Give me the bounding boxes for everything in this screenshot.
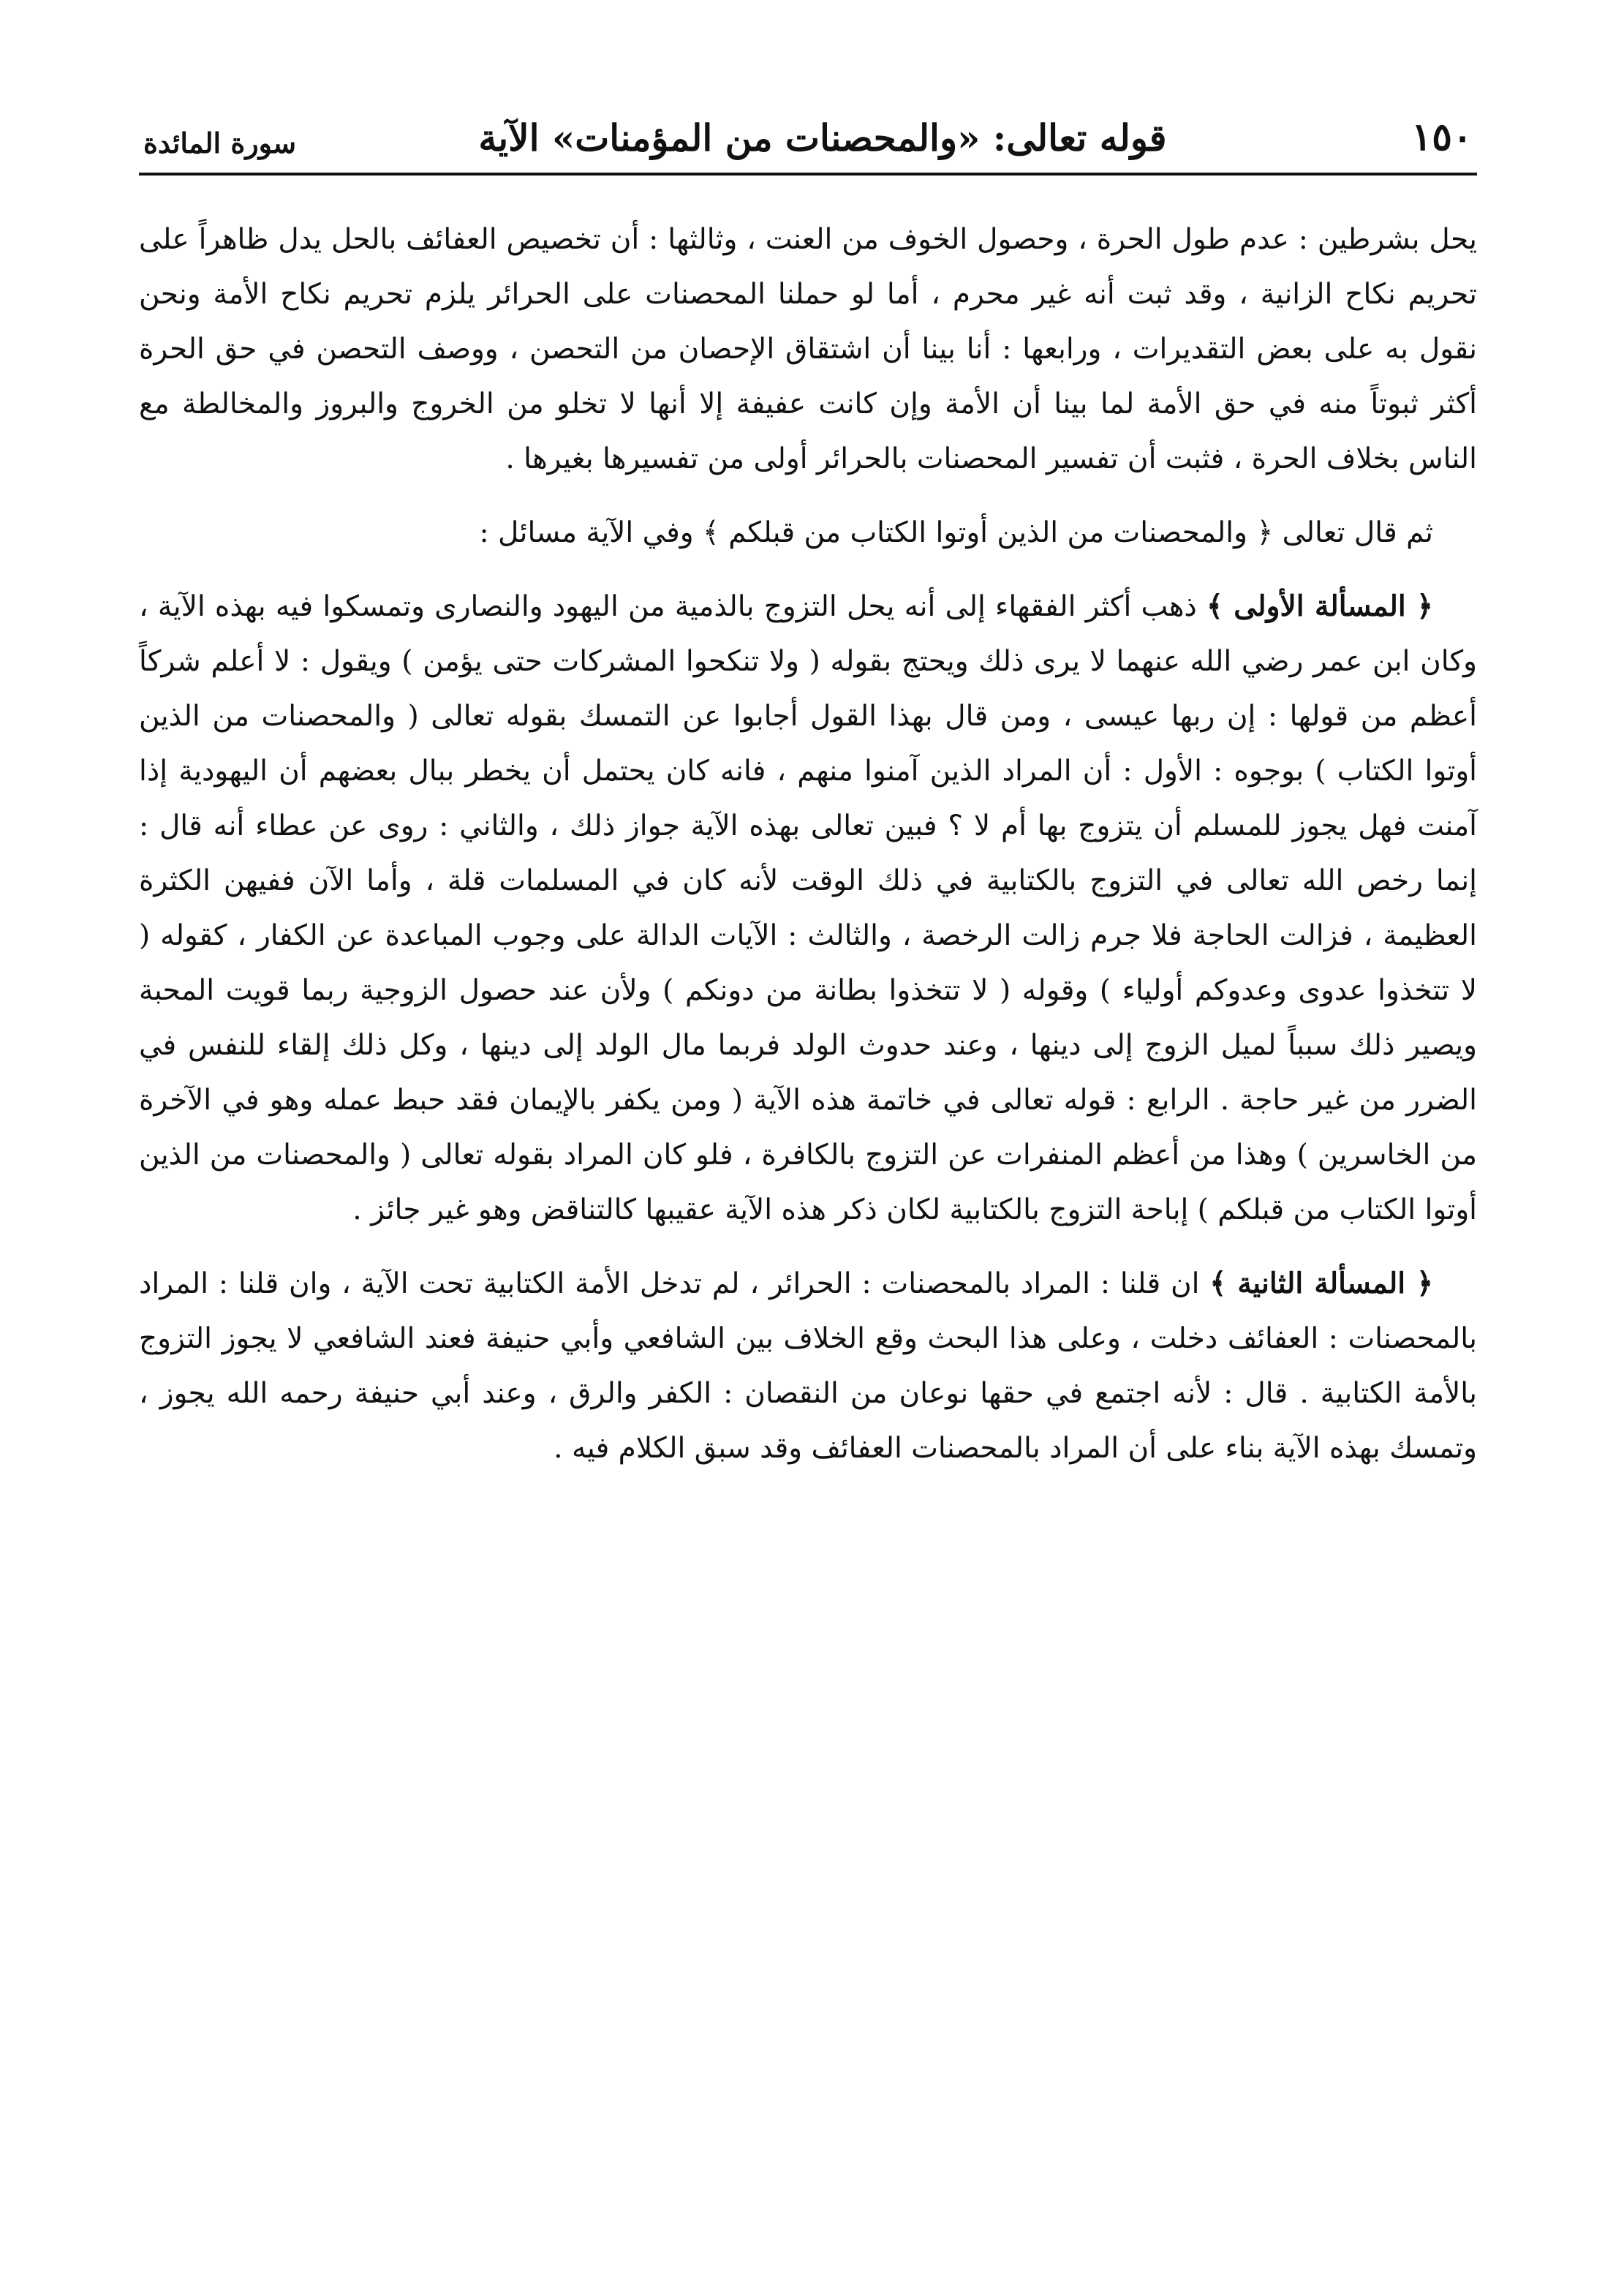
paragraph-1-text: يحل بشرطين : عدم طول الحرة ، وحصول الخوف من العنت ، وثالثها : أن تخصيص العفائف بالحل يدل ظاهراً على تحريم نكاح الزانية ، وقد ثبت أنه غير محرم ، أما لو حملنا المحصنات على الحرائر يلزم تحريم نكاح الأمة ونحن نقول به على بعض التقديرات ، ورابعها : أنا بينا أن اشتقاق الإحصان من التحصن ، ووصف التحصن في حق الحرة أكثر ثبوتاً منه في حق الأمة لما بينا أن الأمة وإن كانت عفيفة إلا أنها لا تخلو من الخروج والبروز والمخالطة مع الناس بخلاف الحرة ، فثبت أن تفسير المحصنات بالحرائر أولى من تفسيرها بغيرها . — [139, 223, 1477, 475]
paragraph-gap — [139, 486, 1477, 505]
paragraph-3-text: ذهب أكثر الفقهاء إلى أنه يحل التزوج بالذمية من اليهود والنصارى وتمسكوا فيه بهذه الآية ، وكان ابن عمر رضي الله عنهما لا يرى ذلك ويحتج بقوله ( ولا تنكحوا المشركات حتى يؤمن ) ويقول : لا أعلم شركاً أعظم من قولها : إن ربها عيسى ، ومن قال بهذا القول أجابوا عن التمسك بقوله تعالى ( والمحصنات من الذين أوتوا الكتاب ) بوجوه : الأول : أن المراد الذين آمنوا منهم ، فانه كان يحتمل أن يخطر ببال بعضهم أن اليهودية إذا آمنت فهل يجوز للمسلم أن يتزوج بها أم لا ؟ فبين تعالى بهذه الآية جواز ذلك ، والثاني : روى عن عطاء أنه قال : إنما رخص الله تعالى في التزوج بالكتابية في ذلك الوقت لأنه كان في المسلمات قلة ، وأما الآن ففيهن الكثرة العظيمة ، فزالت الحاجة فلا جرم زالت الرخصة ، والثالث : الآيات الدالة على وجوب المباعدة عن الكفار ، كقوله ( لا تتخذوا عدوى وعدوكم أولياء ) وقوله ( لا تتخذوا بطانة من دونكم ) ولأن عند حصول الزوجية ربما قويت المحبة ويصير ذلك سبباً لميل الزوج إلى دينها ، وعند حدوث الولد فربما مال الولد إلى دينها ، وكل ذلك إلقاء للنفس في الضرر من غير حاجة . الرابع : قوله تعالى في خاتمة هذه الآية ( ومن يكفر بالإيمان فقد حبط عمله وهو في الآخرة من الخاسرين ) وهذا من أعظم المنفرات عن التزوج بالكافرة ، فلو كان المراد بقوله تعالى ( والمحصنات من الذين أوتوا الكتاب من قبلكم ) إباحة التزوج بالكتابية لكان ذكر هذه الآية عقيبها كالتناقض وهو غير جائز . — [139, 590, 1477, 1226]
paragraph-2 — [139, 505, 1477, 560]
paragraph-2-text: ثم قال تعالى ﴿ والمحصنات من الذين أوتوا الكتاب من قبلكم ﴾ وفي الآية مسائل : — [479, 516, 1433, 549]
page-number: ١٥٠ — [1411, 115, 1473, 159]
paragraph-gap — [139, 560, 1477, 579]
page-body — [139, 212, 1477, 1476]
paragraph-1 — [139, 212, 1477, 486]
issue-one-heading: ﴿ المسألة الأولى ﴾ — [1206, 589, 1434, 623]
paragraph-gap — [139, 1237, 1477, 1256]
issue-two-heading: ﴿ المسألة الثانية ﴾ — [1209, 1267, 1433, 1300]
page-header — [139, 102, 1477, 176]
paragraph-4-text: ان قلنا : المراد بالمحصنات : الحرائر ، لم تدخل الأمة الكتابية تحت الآية ، وان قلنا : المراد بالمحصنات : العفائف دخلت ، وعلى هذا البحث وقع الخلاف بين الشافعي وأبي حنيفة فعند الشافعي لا يجوز التزوج بالأمة الكتابية . قال : لأنه اجتمع في حقها نوعان من النقصان : الكفر والرق ، وعند أبي حنيفة رحمه الله يجوز ، وتمسك بهذه الآية بناء على أن المراد بالمحصنات العفائف وقد سبق الكلام فيه . — [139, 1267, 1477, 1465]
book-page — [139, 102, 1477, 2238]
paragraph-4 — [139, 1256, 1477, 1476]
paragraph-3 — [139, 579, 1477, 1237]
surah-name: سورة المائدة — [143, 127, 297, 159]
running-title: قوله تعالى: «والمحصنات من المؤمنات» الآية — [478, 116, 1167, 159]
